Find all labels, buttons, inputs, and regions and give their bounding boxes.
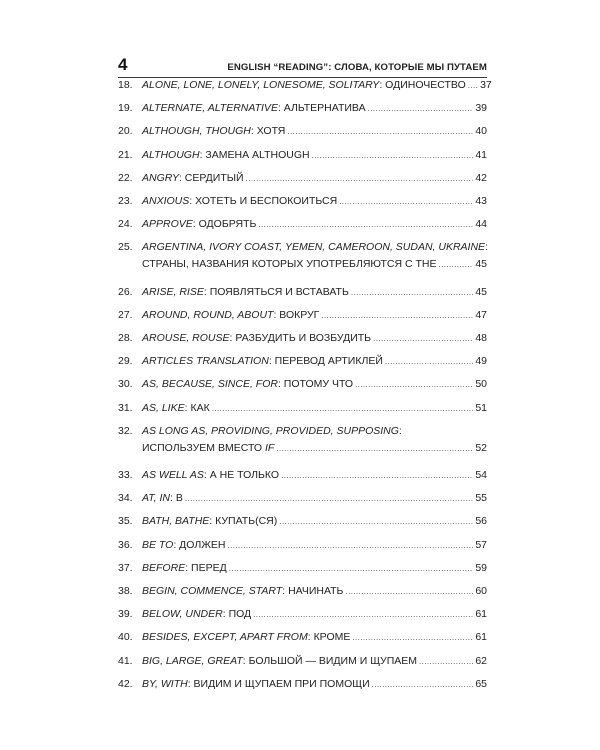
entry-russian-meaning: ЗАМЕНА ALTHOUGH [205, 148, 310, 161]
entry-russian-meaning: СТРАНЫ, НАЗВАНИЯ КОТОРЫХ УПОТРЕБЛЯЮТСЯ С THE [142, 258, 437, 271]
entry-body [142, 468, 487, 482]
entry-line [142, 308, 487, 322]
toc-entry[interactable] [118, 538, 487, 552]
entry-separator: : [277, 378, 284, 391]
dot-leader [287, 128, 473, 136]
entry-line [142, 584, 487, 598]
entry-separator: : [187, 677, 194, 690]
entry-separator: : [189, 195, 196, 207]
toc-entry[interactable] [118, 654, 487, 668]
entry-number: 21. [118, 148, 133, 161]
entry-english-terms: ALTHOUGH, THOUGH [142, 125, 251, 138]
entry-separator: : [268, 355, 275, 368]
entry-number: 34. [118, 492, 133, 505]
entry-russian-meaning: ПОД [228, 608, 252, 621]
entry-english-terms: ALTHOUGH [142, 148, 200, 161]
entry-line [142, 654, 487, 668]
entry-number: 36. [118, 538, 133, 551]
entry-title [142, 607, 251, 621]
entry-page-number: 61 [475, 608, 487, 621]
entry-body [142, 148, 487, 162]
entry-english-terms: AROUSE, ROUSE [142, 332, 230, 344]
entry-page-number: 65 [475, 677, 487, 690]
entry-page-number: 49 [475, 355, 487, 368]
entry-english-terms: BELOW, UNDER [142, 608, 223, 621]
entry-number: 27. [118, 308, 133, 321]
entry-line-1 [142, 424, 487, 438]
entry-number: 30. [118, 378, 133, 391]
dot-leader [352, 634, 473, 642]
entry-number: 28. [118, 332, 133, 344]
entry-separator: : [250, 125, 257, 138]
entry-page-number: 45 [475, 285, 487, 298]
entry-separator: : [185, 561, 192, 574]
entry-english-terms: ARGENTINA, IVORY COAST, YEMEN, CAMEROON, SUDAN, UKRAINE [142, 241, 486, 254]
entry-page-number: 47 [475, 308, 487, 321]
entry-english-terms: BEGIN, COMMENCE, START [142, 585, 283, 597]
entry-body [142, 677, 487, 691]
entry-title [142, 401, 210, 415]
entry-russian-meaning: ДОЛЖЕН [179, 538, 226, 551]
entry-title [142, 468, 279, 482]
toc-entry[interactable] [118, 514, 487, 528]
entry-russian-meaning: А НЕ ТОЛЬКО [209, 469, 280, 481]
dot-leader [321, 312, 473, 320]
entry-english-terms: AS WELL AS [142, 469, 204, 481]
entry-english-terms: ARTICLES TRANSLATION [142, 355, 269, 368]
entry-title-line1 [142, 424, 402, 438]
entry-russian-meaning: КАК [190, 401, 210, 414]
entry-separator: : [222, 608, 229, 621]
entry-number: 38. [118, 585, 133, 597]
dot-leader [279, 518, 473, 526]
dot-leader [229, 565, 473, 573]
entry-separator: : [209, 515, 216, 528]
entry-line [142, 285, 487, 299]
dot-leader [281, 472, 473, 480]
entry-body [142, 630, 487, 644]
entry-page-number: 61 [475, 631, 487, 644]
entry-title [142, 514, 277, 528]
entry-line [142, 491, 487, 505]
toc-entry[interactable] [118, 308, 487, 322]
entry-page-number: 62 [475, 654, 487, 667]
entry-russian-meaning: ХОТЯ [256, 125, 286, 138]
entry-number: 23. [118, 195, 133, 207]
entry-english-terms: AS, LIKE [142, 401, 185, 414]
dot-leader [339, 198, 473, 206]
entry-title [142, 171, 244, 185]
dot-leader [355, 381, 473, 389]
entry-separator: : [379, 79, 386, 91]
entry-title [142, 584, 343, 598]
entry-page-number: 52 [475, 441, 487, 454]
entry-separator: : [242, 654, 249, 667]
entry-separator: : [184, 401, 191, 414]
entry-separator: : [192, 218, 199, 231]
toc-entry[interactable] [118, 468, 487, 482]
toc-entry[interactable] [118, 240, 487, 271]
entry-body [142, 654, 487, 668]
entry-russian-meaning: НАЧИНАТЬ [288, 585, 344, 597]
entry-page-number: 60 [475, 585, 487, 597]
dot-leader [368, 105, 473, 113]
entry-title-line2 [142, 257, 436, 271]
entry-separator: : [398, 424, 402, 437]
entry-separator: : [282, 585, 289, 597]
entry-number: 39. [118, 608, 133, 621]
dot-leader [373, 335, 473, 343]
entry-body [142, 538, 487, 552]
entry-page-number: 41 [475, 148, 487, 161]
running-title: ENGLISH “READING”: СЛОВА, КОТОРЫЕ МЫ ПУТАЕМ [227, 62, 487, 73]
dot-leader [351, 289, 473, 297]
toc-entry[interactable] [118, 285, 487, 299]
entry-separator: : [170, 492, 176, 505]
entry-title [142, 285, 349, 299]
entry-russian-meaning: ХОТЕТЬ И БЕСПОКОИТЬСЯ [195, 195, 338, 207]
entry-title [142, 561, 227, 575]
entry-title [142, 194, 337, 208]
dot-leader [212, 405, 473, 413]
entry-number: 26. [118, 285, 133, 298]
entry-line [142, 354, 487, 368]
entry-body [142, 584, 487, 598]
entry-line [142, 468, 487, 482]
entry-russian-meaning: КУПАТЬ(СЯ) [215, 515, 278, 528]
toc-entry[interactable] [118, 171, 487, 185]
entry-english-terms: BE TO [142, 538, 174, 551]
dot-leader [312, 152, 473, 160]
entry-title [142, 217, 256, 231]
toc-entry[interactable] [118, 491, 487, 505]
entry-english-terms: ALONE, LONE, LONELY, LONESOME, SOLITARY [142, 79, 380, 91]
entry-russian-meaning: ВОКРУГ [279, 308, 320, 321]
entry-title-line1 [142, 240, 488, 254]
entry-separator: : [173, 538, 180, 551]
entry-line [142, 124, 487, 138]
entry-title [142, 354, 383, 368]
dot-leader [345, 588, 473, 596]
entry-page-number: 57 [475, 538, 487, 551]
toc-entry[interactable] [118, 377, 487, 391]
entry-number: 18. [118, 79, 133, 91]
entry-body [142, 285, 487, 299]
entry-page-number: 56 [475, 515, 487, 528]
entry-russian-meaning: АЛЬТЕРНАТИВА [283, 102, 366, 115]
entry-russian-meaning: ВИДИМ И ЩУПАЕМ ПРИ ПОМОЩИ [193, 677, 370, 690]
entry-line [142, 561, 487, 575]
entry-title [142, 654, 417, 668]
entry-english-terms: AS, BECAUSE, SINCE, FOR [142, 378, 278, 391]
entry-english-terms: AROUND, ROUND, ABOUT [142, 308, 274, 321]
entry-line [142, 401, 487, 415]
entry-separator: : [277, 102, 284, 115]
entry-line-2 [142, 441, 487, 455]
entry-page-number: 43 [475, 195, 487, 207]
entry-page-number: 51 [475, 401, 487, 414]
dot-leader [258, 221, 473, 229]
entry-russian-meaning: СЕРДИТЫЙ [184, 171, 244, 184]
entry-line [142, 677, 487, 691]
entry-separator: : [485, 241, 488, 254]
toc-entry[interactable] [118, 424, 487, 455]
toc-entry[interactable] [118, 148, 487, 162]
entry-body [142, 240, 487, 271]
dot-leader [253, 611, 473, 619]
entry-body [142, 424, 487, 455]
entry-title [142, 677, 370, 691]
entry-body [142, 514, 487, 528]
entry-line [142, 630, 487, 644]
entry-body [142, 354, 487, 368]
entry-english-terms: AT, IN [142, 492, 171, 505]
entry-title [142, 148, 310, 162]
entry-number: 20. [118, 125, 133, 138]
entry-title [142, 491, 183, 505]
entry-body [142, 308, 487, 322]
entry-english-terms: ARISE, RISE [142, 285, 204, 298]
entry-line [142, 331, 487, 345]
entry-number: 25. [118, 241, 133, 254]
entry-title [142, 331, 371, 345]
entry-page-number: 42 [475, 171, 487, 184]
entry-line [142, 514, 487, 528]
entry-separator: : [273, 308, 280, 321]
entry-body [142, 607, 487, 621]
entry-page-number: 48 [475, 332, 487, 344]
entry-line [142, 607, 487, 621]
entry-line-2 [142, 257, 487, 271]
entry-page-number: 44 [475, 218, 487, 231]
entry-line [142, 538, 487, 552]
entry-russian-meaning: РАЗБУДИТЬ И ВОЗБУДИТЬ [235, 332, 372, 344]
toc-entry[interactable] [118, 561, 487, 575]
entry-body [142, 491, 487, 505]
entry-body [142, 561, 487, 575]
entry-english-terms: APPROVE [142, 218, 193, 231]
dot-leader [185, 495, 473, 503]
dot-leader [419, 658, 473, 666]
entry-body [142, 217, 487, 231]
dot-leader [276, 445, 473, 453]
entry-title [142, 538, 226, 552]
entry-number: 22. [118, 171, 133, 184]
entry-english-terms: AS LONG AS, PROVIDING, PROVIDED, SUPPOSING [142, 424, 399, 437]
dot-leader [372, 681, 473, 689]
toc-entry[interactable] [118, 101, 487, 115]
entry-separator: : [203, 285, 210, 298]
entry-page-number: 39 [475, 102, 487, 115]
entry-english-terms: BESIDES, EXCEPT, APART FROM [142, 631, 308, 644]
entry-separator: : [199, 148, 206, 161]
entry-english-terms: BY, WITH [142, 677, 188, 690]
entry-body [142, 377, 487, 391]
entry-russian-meaning: ОДИНОЧЕСТВО [385, 79, 466, 91]
entry-number: 42. [118, 677, 133, 690]
entry-title [142, 78, 466, 92]
entry-russian-meaning: ПЕРЕВОД АРТИКЛЕЙ [274, 355, 383, 368]
entry-title [142, 124, 285, 138]
entry-separator: : [178, 171, 185, 184]
entry-page-number: 50 [475, 378, 487, 391]
entry-page-number: 54 [475, 469, 487, 481]
toc-entry[interactable] [118, 607, 487, 621]
entry-number: 32. [118, 424, 133, 437]
entry-russian-meaning: ПЕРЕД [191, 561, 227, 574]
entry-body [142, 194, 487, 208]
entry-number: 24. [118, 218, 133, 231]
entry-english-terms: ALTERNATE, ALTERNATIVE [142, 102, 278, 115]
entry-body [142, 171, 487, 185]
toc-entry[interactable] [118, 677, 487, 691]
entry-english-terms: BATH, BATHE [142, 515, 210, 528]
dot-leader [228, 542, 473, 550]
toc-entry[interactable] [118, 194, 487, 208]
entry-line [142, 194, 487, 208]
entry-body [142, 401, 487, 415]
dot-leader [246, 175, 473, 183]
entry-title [142, 630, 350, 644]
toc-entry[interactable] [118, 217, 487, 231]
toc-entry[interactable] [118, 630, 487, 644]
entry-number: 35. [118, 515, 133, 528]
entry-russian-meaning: ПОЯВЛЯТЬСЯ И ВСТАВАТЬ [209, 285, 349, 298]
entry-page-number: 40 [475, 125, 487, 138]
entry-page-number: 59 [475, 561, 487, 574]
entry-english-terms: ANXIOUS [142, 195, 190, 207]
entry-number: 33. [118, 469, 133, 481]
entry-english-terms: ANGRY [142, 171, 179, 184]
entry-russian-meaning: ИСПОЛЬЗУЕМ ВМЕСТО [142, 441, 265, 454]
entry-number: 31. [118, 401, 133, 414]
toc-entry[interactable] [118, 401, 487, 415]
entry-line [142, 78, 492, 92]
entry-page-number: 55 [475, 492, 487, 505]
entry-number: 19. [118, 102, 133, 115]
page-number: 4 [118, 55, 128, 74]
entry-russian-meaning: БОЛЬШОЙ — ВИДИМ И ЩУПАЕМ [248, 654, 418, 667]
entry-line [142, 377, 487, 391]
toc-entry[interactable] [118, 354, 487, 368]
entry-line-1 [142, 240, 487, 254]
entry-title [142, 308, 319, 322]
dot-leader [438, 261, 473, 269]
entry-page-number: 45 [475, 258, 487, 271]
entry-separator: : [203, 469, 210, 481]
entry-body [142, 78, 492, 92]
toc-entry[interactable] [118, 331, 487, 345]
entry-title [142, 101, 366, 115]
entry-page-number: 37 [480, 79, 492, 91]
entry-separator: : [307, 631, 314, 644]
entry-number: 40. [118, 631, 133, 644]
entry-english-terms: BIG, LARGE, GREAT [142, 654, 243, 667]
entry-russian-meaning: ОДОБРЯТЬ [198, 218, 257, 231]
entry-body [142, 101, 487, 115]
toc-entry[interactable] [118, 584, 487, 598]
entry-body [142, 331, 487, 345]
entry-russian-meaning: ПОТОМУ ЧТО [283, 378, 354, 391]
entry-number: 37. [118, 561, 133, 574]
entry-english-inline: IF [264, 441, 275, 454]
dot-leader [385, 358, 473, 366]
entry-line [142, 217, 487, 231]
entry-russian-meaning: В [175, 492, 183, 505]
entry-number: 41. [118, 654, 133, 667]
entry-title-line2 [142, 441, 274, 455]
entry-separator: : [229, 332, 236, 344]
entry-line [142, 148, 487, 162]
entry-number: 29. [118, 355, 133, 368]
entry-line [142, 171, 487, 185]
entry-english-terms: BEFORE [142, 561, 186, 574]
toc-entry[interactable] [118, 78, 492, 92]
entry-line [142, 101, 487, 115]
toc-entry[interactable] [118, 124, 487, 138]
entry-title [142, 377, 353, 391]
entry-russian-meaning: КРОМЕ [313, 631, 351, 644]
page-header [118, 55, 487, 78]
dot-leader [468, 82, 478, 90]
entry-body [142, 124, 487, 138]
